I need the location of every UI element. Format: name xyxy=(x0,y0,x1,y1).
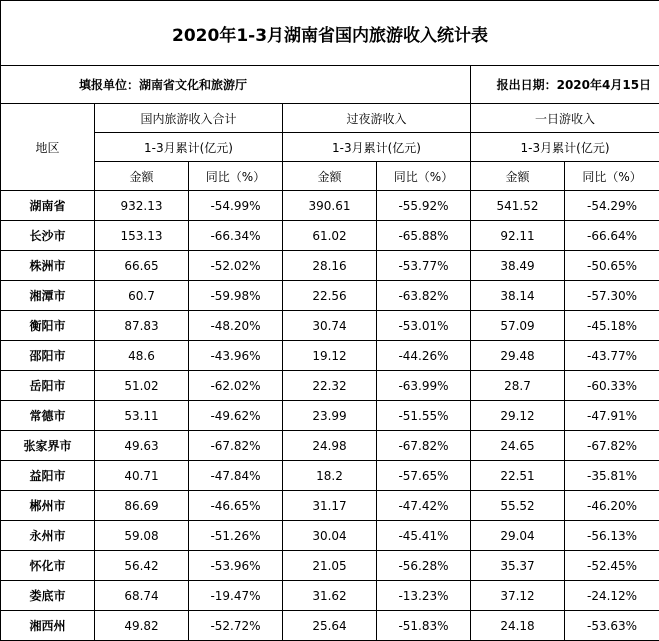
overnight-amount-cell: 19.12 xyxy=(283,341,377,371)
overnight-amount-cell: 30.74 xyxy=(283,311,377,341)
yoy-header: 同比（%） xyxy=(377,162,471,191)
region-cell: 常德市 xyxy=(1,401,95,431)
table-row xyxy=(1,431,659,461)
day-amount-cell: 38.49 xyxy=(471,251,565,281)
region-cell: 湘潭市 xyxy=(1,281,95,311)
overnight-amount-cell: 24.98 xyxy=(283,431,377,461)
day-amount-cell: 57.09 xyxy=(471,311,565,341)
day-yoy-cell: -52.45% xyxy=(565,551,659,581)
region-cell: 邵阳市 xyxy=(1,341,95,371)
total-yoy-cell: -53.96% xyxy=(189,551,283,581)
total-yoy-cell: -51.26% xyxy=(189,521,283,551)
total-amount-cell: 56.42 xyxy=(95,551,189,581)
group-header-overnight: 过夜游收入 xyxy=(283,104,471,133)
day-amount-cell: 24.65 xyxy=(471,431,565,461)
day-amount-cell: 28.7 xyxy=(471,371,565,401)
overnight-amount-cell: 30.04 xyxy=(283,521,377,551)
amount-header: 金额 xyxy=(283,162,377,191)
overnight-amount-cell: 31.17 xyxy=(283,491,377,521)
total-yoy-cell: -48.20% xyxy=(189,311,283,341)
overnight-yoy-cell: -55.92% xyxy=(377,191,471,221)
table-row xyxy=(1,341,659,371)
total-amount-cell: 49.82 xyxy=(95,611,189,641)
day-yoy-cell: -24.12% xyxy=(565,581,659,611)
total-amount-cell: 53.11 xyxy=(95,401,189,431)
table-row xyxy=(1,551,659,581)
overnight-amount-cell: 61.02 xyxy=(283,221,377,251)
day-yoy-cell: -43.77% xyxy=(565,341,659,371)
day-yoy-cell: -45.18% xyxy=(565,311,659,341)
day-amount-cell: 37.12 xyxy=(471,581,565,611)
overnight-yoy-cell: -63.82% xyxy=(377,281,471,311)
overnight-yoy-cell: -51.55% xyxy=(377,401,471,431)
overnight-amount-cell: 21.05 xyxy=(283,551,377,581)
day-amount-cell: 29.12 xyxy=(471,401,565,431)
region-cell: 郴州市 xyxy=(1,491,95,521)
overnight-yoy-cell: -45.41% xyxy=(377,521,471,551)
day-amount-cell: 24.18 xyxy=(471,611,565,641)
amount-header: 金额 xyxy=(95,162,189,191)
region-cell: 长沙市 xyxy=(1,221,95,251)
total-yoy-cell: -46.65% xyxy=(189,491,283,521)
day-yoy-cell: -56.13% xyxy=(565,521,659,551)
total-yoy-cell: -19.47% xyxy=(189,581,283,611)
day-yoy-cell: -53.63% xyxy=(565,611,659,641)
overnight-amount-cell: 22.32 xyxy=(283,371,377,401)
day-yoy-cell: -57.30% xyxy=(565,281,659,311)
day-yoy-cell: -35.81% xyxy=(565,461,659,491)
total-yoy-cell: -47.84% xyxy=(189,461,283,491)
table-row xyxy=(1,251,659,281)
amount-header: 金额 xyxy=(471,162,565,191)
region-cell: 永州市 xyxy=(1,521,95,551)
total-yoy-cell: -67.82% xyxy=(189,431,283,461)
total-yoy-cell: -54.99% xyxy=(189,191,283,221)
day-amount-cell: 55.52 xyxy=(471,491,565,521)
total-amount-cell: 40.71 xyxy=(95,461,189,491)
region-cell: 怀化市 xyxy=(1,551,95,581)
day-amount-cell: 541.52 xyxy=(471,191,565,221)
overnight-yoy-cell: -67.82% xyxy=(377,431,471,461)
overnight-yoy-cell: -53.01% xyxy=(377,311,471,341)
period-header-total: 1-3月累计(亿元) xyxy=(95,133,283,162)
table-row xyxy=(1,461,659,491)
overnight-yoy-cell: -13.23% xyxy=(377,581,471,611)
total-yoy-cell: -49.62% xyxy=(189,401,283,431)
total-amount-cell: 87.83 xyxy=(95,311,189,341)
overnight-yoy-cell: -47.42% xyxy=(377,491,471,521)
day-amount-cell: 29.04 xyxy=(471,521,565,551)
region-cell: 张家界市 xyxy=(1,431,95,461)
table-row xyxy=(1,371,659,401)
overnight-yoy-cell: -44.26% xyxy=(377,341,471,371)
table-row xyxy=(1,281,659,311)
overnight-amount-cell: 23.99 xyxy=(283,401,377,431)
day-yoy-cell: -66.64% xyxy=(565,221,659,251)
table-row xyxy=(1,401,659,431)
yoy-header: 同比（%） xyxy=(565,162,659,191)
period-header-overnight: 1-3月累计(亿元) xyxy=(283,133,471,162)
day-yoy-cell: -46.20% xyxy=(565,491,659,521)
total-yoy-cell: -62.02% xyxy=(189,371,283,401)
overnight-amount-cell: 18.2 xyxy=(283,461,377,491)
region-cell: 益阳市 xyxy=(1,461,95,491)
page-title: 2020年1-3月湖南省国内旅游收入统计表 xyxy=(1,1,659,66)
overnight-yoy-cell: -51.83% xyxy=(377,611,471,641)
region-cell: 湘西州 xyxy=(1,611,95,641)
table-row xyxy=(1,221,659,251)
region-header: 地区 xyxy=(1,104,95,191)
day-yoy-cell: -47.91% xyxy=(565,401,659,431)
total-amount-cell: 60.7 xyxy=(95,281,189,311)
overnight-amount-cell: 28.16 xyxy=(283,251,377,281)
group-header-total: 国内旅游收入合计 xyxy=(95,104,283,133)
overnight-amount-cell: 25.64 xyxy=(283,611,377,641)
total-yoy-cell: -66.34% xyxy=(189,221,283,251)
total-yoy-cell: -43.96% xyxy=(189,341,283,371)
table-row xyxy=(1,521,659,551)
day-yoy-cell: -67.82% xyxy=(565,431,659,461)
group-header-day: 一日游收入 xyxy=(471,104,659,133)
overnight-amount-cell: 22.56 xyxy=(283,281,377,311)
overnight-yoy-cell: -57.65% xyxy=(377,461,471,491)
region-cell: 湖南省 xyxy=(1,191,95,221)
region-cell: 衡阳市 xyxy=(1,311,95,341)
total-amount-cell: 59.08 xyxy=(95,521,189,551)
day-amount-cell: 22.51 xyxy=(471,461,565,491)
total-amount-cell: 68.74 xyxy=(95,581,189,611)
table-row xyxy=(1,191,659,221)
overnight-yoy-cell: -53.77% xyxy=(377,251,471,281)
overnight-yoy-cell: -65.88% xyxy=(377,221,471,251)
total-amount-cell: 66.65 xyxy=(95,251,189,281)
total-amount-cell: 153.13 xyxy=(95,221,189,251)
region-cell: 娄底市 xyxy=(1,581,95,611)
report-date: 报出日期：2020年4月15日 xyxy=(471,66,659,104)
table-row xyxy=(1,581,659,611)
total-amount-cell: 86.69 xyxy=(95,491,189,521)
total-yoy-cell: -52.72% xyxy=(189,611,283,641)
total-amount-cell: 51.02 xyxy=(95,371,189,401)
table-row xyxy=(1,311,659,341)
total-amount-cell: 932.13 xyxy=(95,191,189,221)
total-amount-cell: 49.63 xyxy=(95,431,189,461)
day-amount-cell: 92.11 xyxy=(471,221,565,251)
overnight-amount-cell: 31.62 xyxy=(283,581,377,611)
day-yoy-cell: -50.65% xyxy=(565,251,659,281)
overnight-amount-cell: 390.61 xyxy=(283,191,377,221)
total-yoy-cell: -52.02% xyxy=(189,251,283,281)
day-amount-cell: 38.14 xyxy=(471,281,565,311)
yoy-header: 同比（%） xyxy=(189,162,283,191)
table-row xyxy=(1,491,659,521)
total-yoy-cell: -59.98% xyxy=(189,281,283,311)
day-yoy-cell: -60.33% xyxy=(565,371,659,401)
day-amount-cell: 35.37 xyxy=(471,551,565,581)
day-amount-cell: 29.48 xyxy=(471,341,565,371)
reporting-unit: 填报单位：湖南省文化和旅游厅 xyxy=(1,66,471,104)
region-cell: 岳阳市 xyxy=(1,371,95,401)
overnight-yoy-cell: -63.99% xyxy=(377,371,471,401)
day-yoy-cell: -54.29% xyxy=(565,191,659,221)
region-cell: 株洲市 xyxy=(1,251,95,281)
total-amount-cell: 48.6 xyxy=(95,341,189,371)
overnight-yoy-cell: -56.28% xyxy=(377,551,471,581)
period-header-day: 1-3月累计(亿元) xyxy=(471,133,659,162)
